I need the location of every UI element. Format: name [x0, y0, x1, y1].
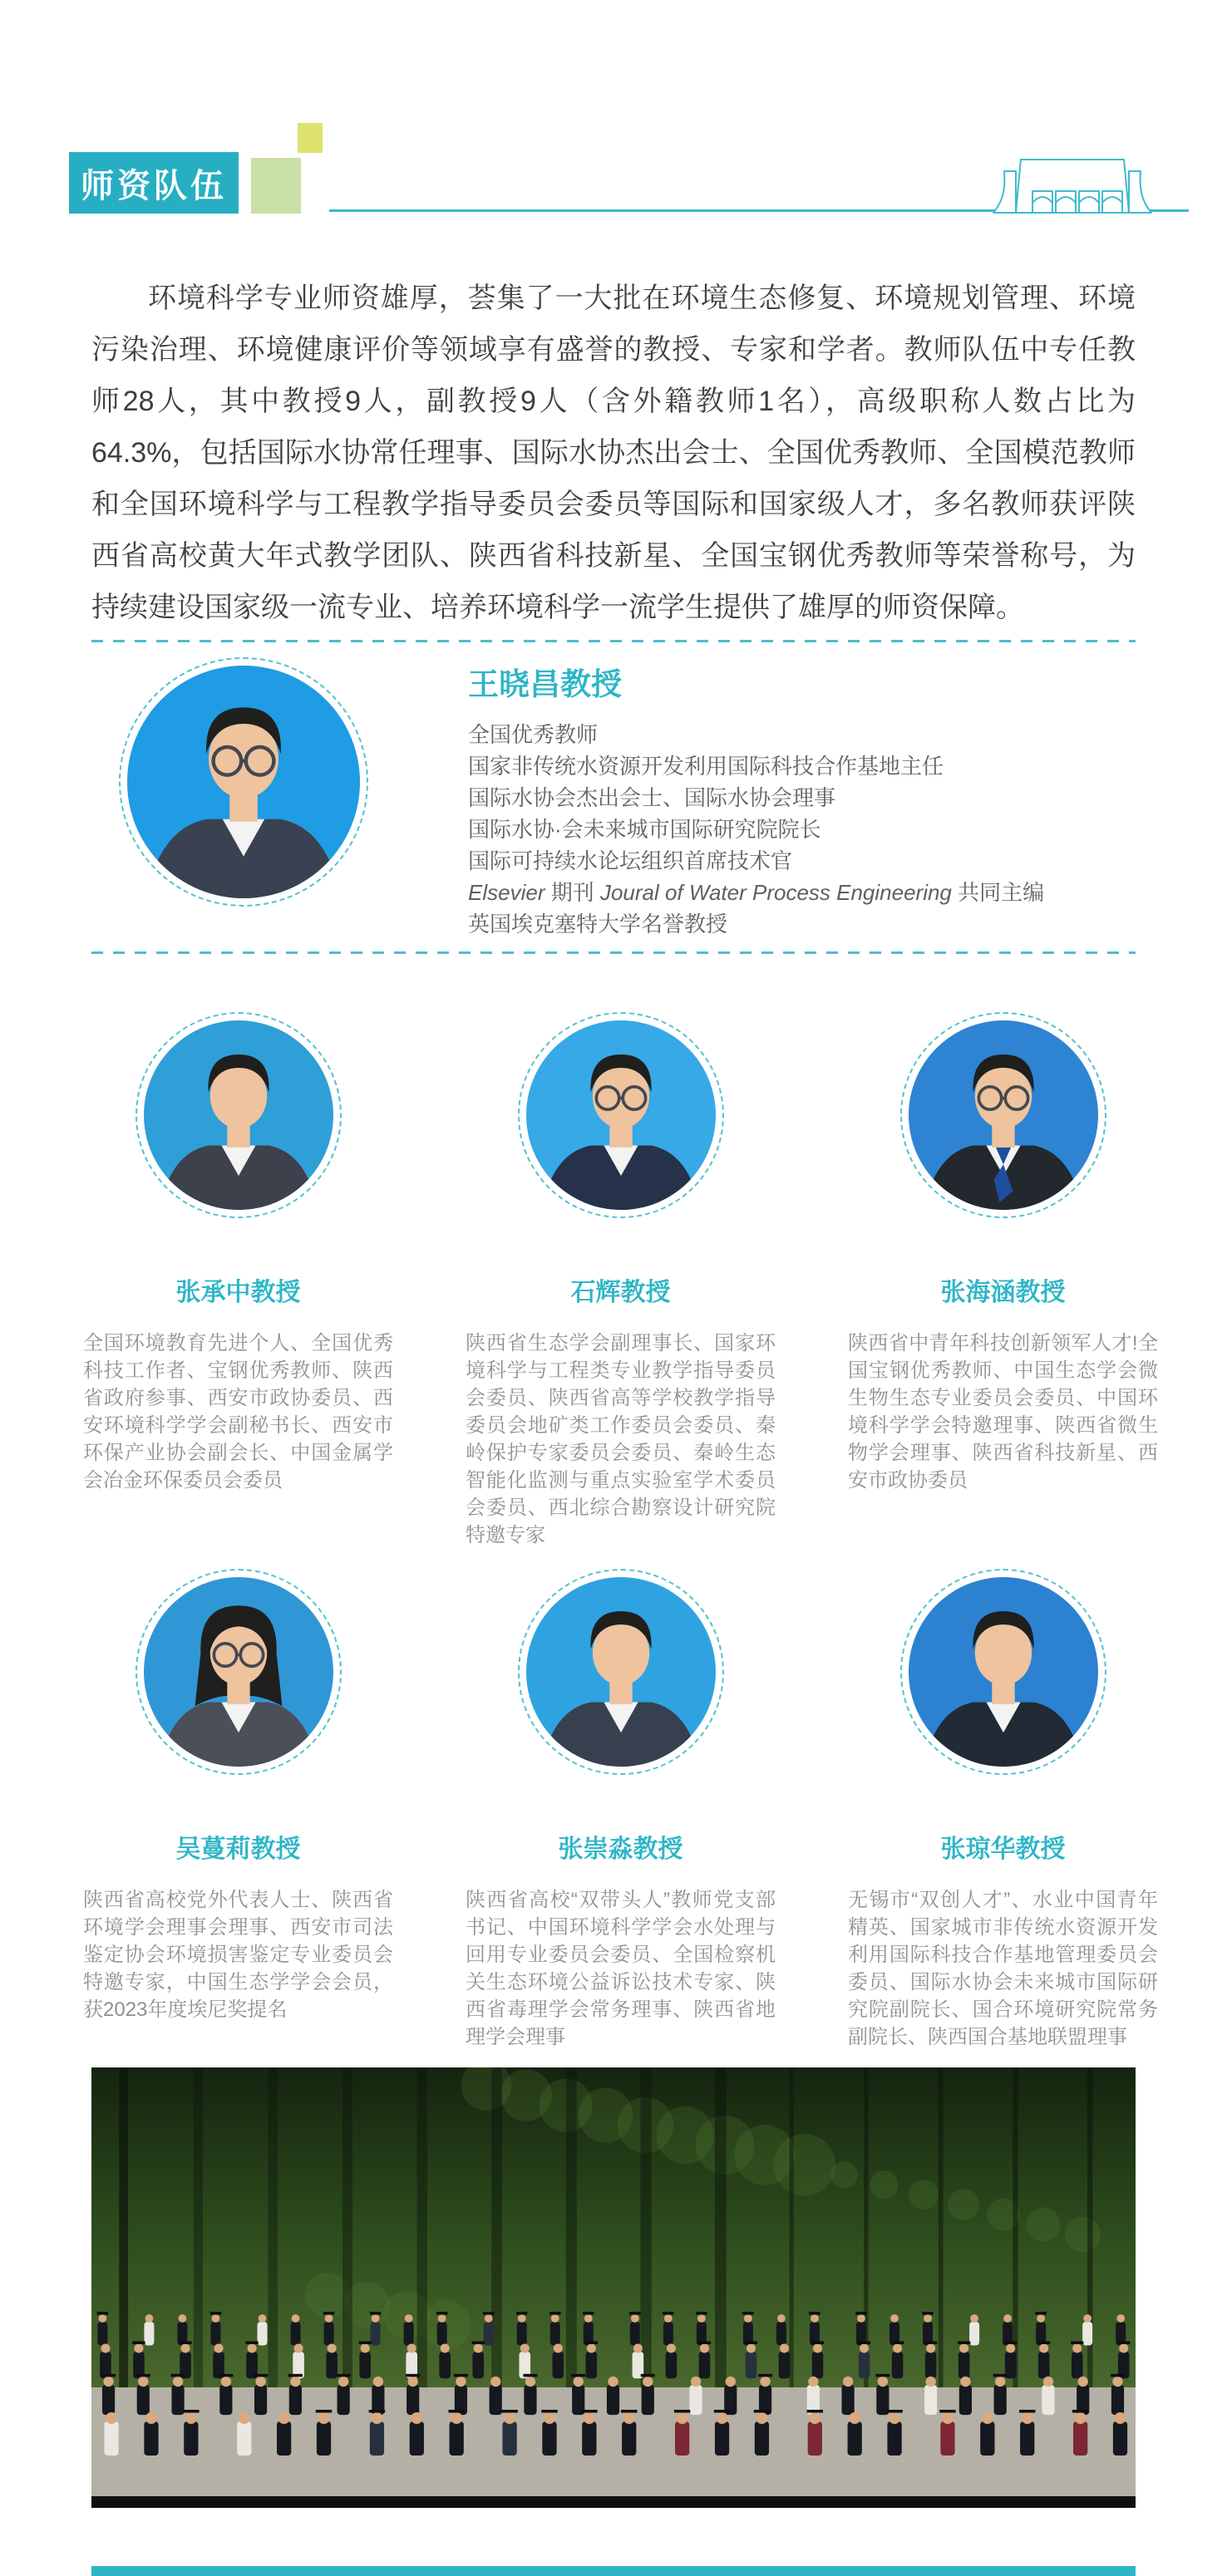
professor-portrait	[909, 1020, 1098, 1210]
professor-portrait	[127, 666, 360, 898]
professor-description: 陕西省生态学会副理事长、国家环境科学与工程类专业教学指导委员会委员、陕西省高等学校教学指导委员会地矿类工作委员会委员、秦岭保护专家委员会委员、秦岭生态智能化监测与重点实验室学术委员会委员、西北综合勘察设计研究院特邀专家	[466, 1332, 776, 1546]
professor-name: 张承中教授	[175, 1279, 301, 1306]
credential-line: 国际可持续水论坛组织首席技术官	[468, 848, 793, 873]
professors-grid	[83, 1012, 1158, 2051]
professor-portrait	[144, 1020, 333, 1210]
professor-description: 无锡市“双创人才”、水业中国青年精英、国家城市非传统水资源开发利用国际科技合作基地管理委员会委员、国际水协会未来城市国际研究院副院长、国合环境研究院常务副院长、陕西国合基地联盟理事	[848, 1889, 1158, 2048]
professor-photo	[900, 1569, 1106, 1775]
professor-portrait	[526, 1577, 716, 1767]
professor-portrait	[909, 1577, 1098, 1767]
professor-card	[83, 1569, 393, 2051]
professor-description: 陕西省高校“双带头人”教师党支部书记、中国环境科学学会水处理与回用专业委员会委员、全国检察机关生态环境公益诉讼技术专家、陕西省毒理学会常务理事、陕西省地理学会理事	[466, 1889, 776, 2048]
professor-photo	[518, 1569, 724, 1775]
professor-name: 张海涵教授	[940, 1279, 1066, 1306]
intro-paragraph: 环境科学专业师资雄厚，荟集了一大批在环境生态修复、环境规划管理、环境污染治理、环境健康评价等领域享有盛誉的教授、专家和学者。教师队伍中专任教师28人，其中教授9人，副教授9人（含外籍教师1名），高级职称人数占比为64.3%，包括国际水协常任理事、国际水协杰出会士、全国优秀教师、全国模范教师和全国环境科学与工程教学指导委员会委员等国际和国家级人才，多名教师获评陕西省高校黄大年式教学团队、陕西省科技新星、全国宝钢优秀教师等荣誉称号，为持续建设国家级一流专业、培养环境科学一流学生提供了雄厚的师资保障。	[91, 283, 1136, 623]
professor-description: 全国环境教育先进个人、全国优秀科技工作者、宝钢优秀教师、陕西省政府参事、西安市政协委员、西安环境科学学会副秘书长、西安市环保产业协会副会长、中国金属学会冶金环保委员会委员	[83, 1332, 393, 1492]
credential-line: 国际水协·会未来城市国际研究院院长	[468, 817, 821, 842]
decor-green-square	[251, 158, 301, 214]
professor-description: 陕西省中青年科技创新领军人才!全国宝钢优秀教师、中国生态学会微生物生态专业委员会委员、中国环境科学学会特邀理事、陕西省微生物学会理事、陕西省科技新星、西安市政协委员	[848, 1332, 1158, 1492]
featured-professor-card	[91, 657, 1136, 940]
professor-card	[466, 1012, 776, 1549]
professor-portrait	[144, 1577, 333, 1767]
page-header	[0, 0, 1227, 214]
featured-professor-name: 王晓昌教授	[468, 667, 622, 701]
credential-line: 英国埃克塞特大学名誉教授	[468, 912, 728, 937]
professor-card	[848, 1012, 1158, 1549]
professor-photo	[136, 1012, 342, 1218]
section-title: 师资队伍	[81, 167, 227, 204]
section-title-box	[69, 152, 239, 214]
faculty-group-photo	[91, 2067, 1136, 2508]
professor-description: 陕西省高校党外代表人士、陕西省环境学会理事会理事、西安市司法鉴定协会环境损害鉴定专业委员会特邀专家，中国生态学学会会员，获2023年度埃尼奖提名	[83, 1889, 393, 2021]
dashed-separator-top	[91, 640, 1136, 642]
credential-line: 国际水协会杰出会士、国际水协会理事	[468, 785, 836, 810]
featured-professor-info	[468, 657, 1044, 940]
professor-photo	[518, 1012, 724, 1218]
dashed-separator-bottom	[91, 951, 1136, 954]
professor-name: 张崇淼教授	[558, 1836, 683, 1863]
credential-line: 国家非传统水资源开发利用国际科技合作基地主任	[468, 754, 944, 779]
professor-card	[848, 1569, 1158, 2051]
credential-line: 全国优秀教师	[468, 722, 599, 747]
professor-photo	[900, 1012, 1106, 1218]
footer-accent-bar	[91, 2566, 1136, 2576]
professor-card	[83, 1012, 393, 1549]
featured-professor-credentials	[468, 719, 1044, 940]
professor-photo	[136, 1569, 342, 1775]
professor-name: 吴蔓莉教授	[175, 1836, 301, 1863]
decor-yellow-square	[298, 123, 323, 153]
professor-card	[466, 1569, 776, 2051]
university-building-outline-icon	[973, 155, 1172, 214]
professor-name: 张琼华教授	[940, 1836, 1066, 1863]
professor-portrait	[526, 1020, 716, 1210]
credential-line: Elsevier 期刊 Joural of Water Process Engineering 共同主编	[468, 880, 1045, 905]
featured-professor-photo	[119, 657, 368, 907]
professor-name: 石辉教授	[570, 1279, 671, 1306]
